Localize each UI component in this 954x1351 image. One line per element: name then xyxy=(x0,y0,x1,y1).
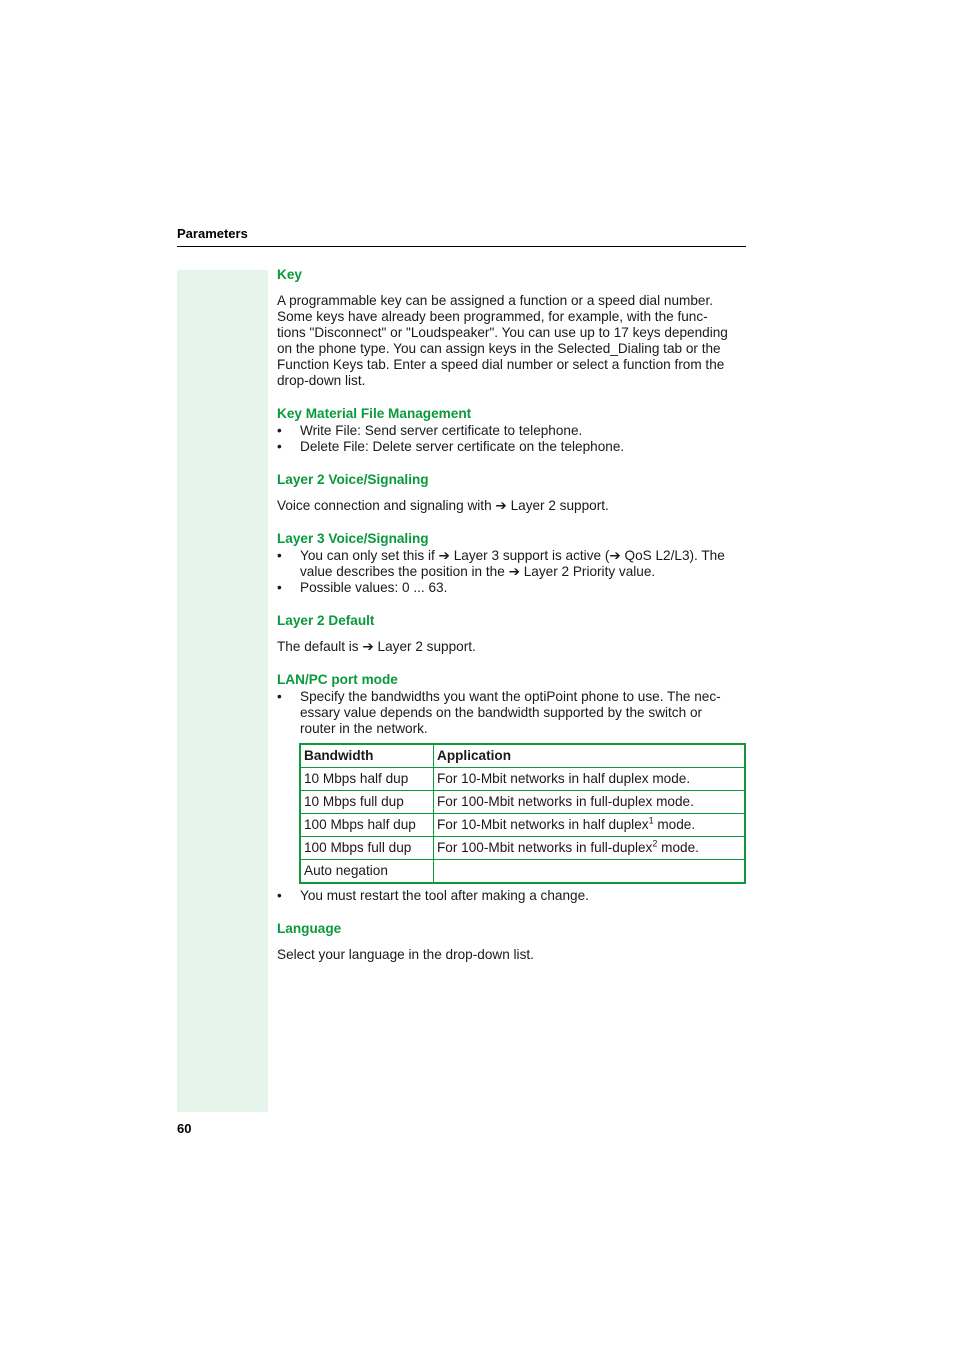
language-text: Select your language in the drop-down list. xyxy=(277,947,534,962)
layer3-bullet-line: You can only set this if ➔ Layer 3 support is active (➔ QoS L2/L3). The xyxy=(300,548,725,563)
bandwidth-cell: 100 Mbps half dup xyxy=(300,814,434,837)
application-cell: For 10-Mbit networks in half duplex mode. xyxy=(434,768,746,791)
heading-layer2-voice-signaling: Layer 2 Voice/Signaling xyxy=(277,472,429,487)
kmfm-list xyxy=(277,423,747,455)
application-cell: For 100-Mbit networks in full-duplex mode. xyxy=(434,791,746,814)
layer2-default-text: The default is ➔ Layer 2 support. xyxy=(277,639,476,654)
table-row xyxy=(300,814,745,837)
application-cell: For 100-Mbit networks in full-duplex$^2$ mode. xyxy=(434,837,746,860)
lan-bullet-line: Specify the bandwidths you want the optiPoint phone to use. The nec- xyxy=(300,689,721,704)
bandwidth-cell: 10 Mbps full dup xyxy=(300,791,434,814)
lan-list xyxy=(277,689,747,737)
table-header-row xyxy=(300,744,745,768)
key-line: on the phone type. You can assign keys in the Selected_Dialing tab or the xyxy=(277,341,721,356)
key-line: tions "Disconnect" or "Loudspeaker". You can use up to 17 keys depending xyxy=(277,325,728,340)
heading-layer3-voice-signaling: Layer 3 Voice/Signaling xyxy=(277,531,429,546)
table-row xyxy=(300,860,745,884)
lan-bullet-line: router in the network. xyxy=(300,721,428,736)
list-item: • Write File: Send server certificate to telephone. xyxy=(277,423,747,439)
key-line: Some keys have already been programmed, for example, with the func- xyxy=(277,309,708,324)
application-cell xyxy=(434,860,746,884)
layer2-voice-text: Voice connection and signaling with ➔ Layer 2 support. xyxy=(277,498,609,513)
key-line: drop-down list. xyxy=(277,373,366,388)
footnote-marker: 1 xyxy=(648,815,654,826)
heading-language: Language xyxy=(277,921,342,936)
footnote-marker: 2 xyxy=(652,838,658,849)
list-item: • You must restart the tool after making a change. xyxy=(277,888,747,904)
page-number: 60 xyxy=(177,1121,192,1136)
heading-layer2-default: Layer 2 Default xyxy=(277,613,375,628)
bandwidth-cell: Auto negation xyxy=(300,860,434,884)
margin-sidebar xyxy=(177,270,268,1112)
table-row xyxy=(300,768,745,791)
header-rule xyxy=(177,246,746,247)
heading-key-material-file-management: Key Material File Management xyxy=(277,406,472,421)
bandwidth-cell: 100 Mbps full dup xyxy=(300,837,434,860)
application-cell: For 10-Mbit networks in half duplex$^1$ mode. xyxy=(434,814,746,837)
layer3-bullet-line: value describes the position in the ➔ Layer 2 Priority value. xyxy=(300,564,656,579)
table-row xyxy=(300,837,745,860)
layer3-list xyxy=(277,548,747,596)
list-item: • Possible values: 0 ... 63. xyxy=(277,580,747,596)
column-header-bandwidth: Bandwidth xyxy=(300,744,434,768)
heading-key: Key xyxy=(277,267,302,282)
column-header-application: Application xyxy=(434,744,746,768)
table-row xyxy=(300,791,745,814)
heading-lan-pc-port-mode: LAN/PC port mode xyxy=(277,672,398,687)
key-line: A programmable key can be assigned a function or a speed dial number. xyxy=(277,293,714,308)
bandwidth-table xyxy=(299,743,746,884)
main-content xyxy=(277,266,747,963)
lan-bullet-line: essary value depends on the bandwidth supported by the switch or xyxy=(300,705,703,720)
key-paragraph xyxy=(277,293,747,389)
bandwidth-cell: 10 Mbps half dup xyxy=(300,768,434,791)
page-header-title: Parameters xyxy=(177,226,248,241)
lan-after-list xyxy=(277,888,747,904)
list-item: • Delete File: Delete server certificate on the telephone. xyxy=(277,439,747,455)
list-item xyxy=(277,689,747,737)
key-line: Function Keys tab. Enter a speed dial number or select a function from the xyxy=(277,357,725,372)
list-item xyxy=(277,548,747,580)
